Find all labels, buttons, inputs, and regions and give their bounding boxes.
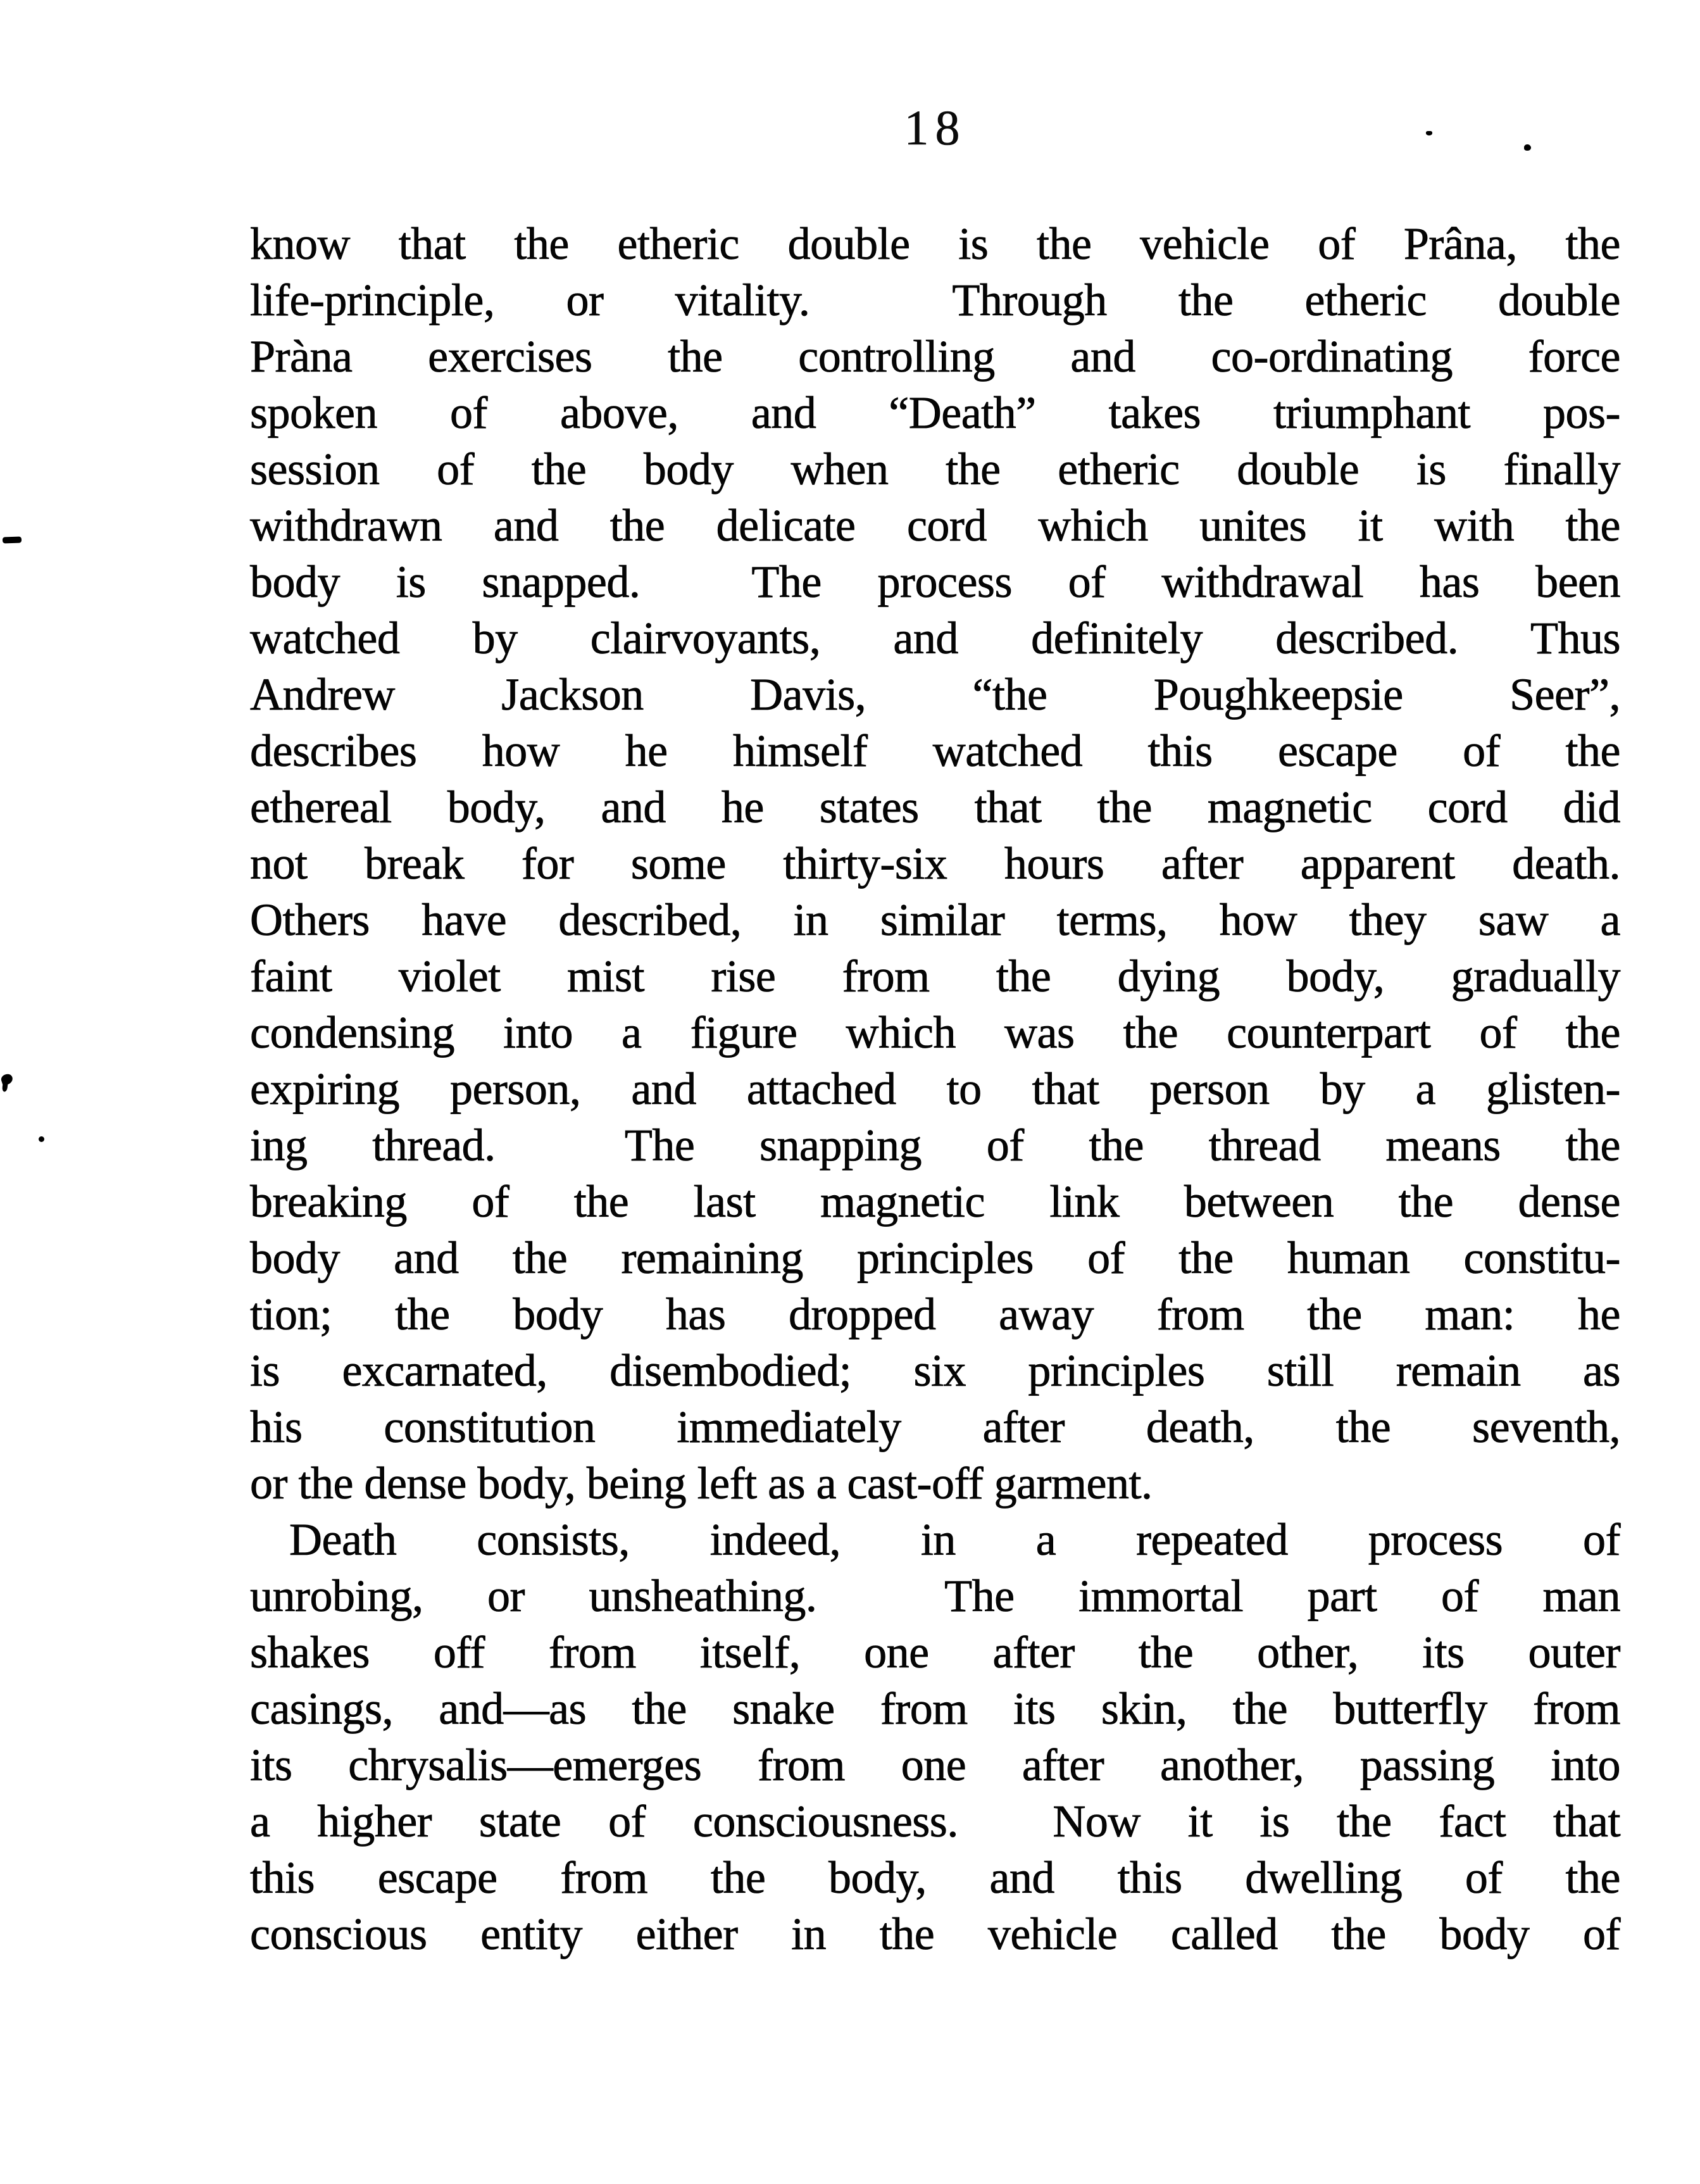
text-line: describes how he himself watched this escape of the <box>250 725 1620 776</box>
text-line: its chrysalis—emerges from one after another, passing into <box>250 1740 1620 1790</box>
text-line: faint violet mist rise from the dying body, gradually <box>250 951 1620 1001</box>
text-line: tion; the body has dropped away from the man: he <box>250 1289 1620 1340</box>
text-line: unrobing, or unsheathing. The immortal part of man <box>250 1571 1620 1621</box>
speck-comma-left-margin-icon <box>0 1073 14 1086</box>
text-line: conscious entity either in the vehicle called the body of <box>250 1909 1620 1959</box>
text-line: this escape from the body, and this dwelling of the <box>250 1852 1620 1903</box>
text-line: not break for some thirty-six hours after apparent death. <box>250 838 1620 889</box>
text-line: is excarnated, disembodied; six principles still remain as <box>250 1345 1620 1396</box>
text-line: spoken of above, and “Death” takes triumphant pos- <box>250 387 1620 438</box>
text-line: body is snapped. The process of withdrawal has been <box>250 556 1620 607</box>
text-line: expiring person, and attached to that person by a glisten- <box>250 1064 1620 1114</box>
text-line: Death consists, indeed, in a repeated process of <box>289 1514 1620 1565</box>
text-line: ing thread. The snapping of the thread means the <box>250 1120 1620 1170</box>
text-line: withdrawn and the delicate cord which unites it with the <box>250 500 1620 551</box>
text-line: Others have described, in similar terms, how they saw a <box>250 894 1620 945</box>
speck-dot-top-right-2-icon <box>1524 144 1531 151</box>
text-line: a higher state of consciousness. Now it is the fact that <box>250 1796 1620 1847</box>
speck-dot-left-margin-icon <box>39 1136 44 1142</box>
text-line: body and the remaining principles of the human constitu- <box>250 1233 1620 1283</box>
text-line: life-principle, or vitality. Through the etheric double <box>250 275 1620 325</box>
text-line: watched by clairvoyants, and definitely described. Thus <box>250 613 1620 663</box>
text-line: ethereal body, and he states that the magnetic cord did <box>250 782 1620 832</box>
text-line: know that the etheric double is the vehicle of Prâna, the <box>250 218 1620 269</box>
speck-dash-left-margin-icon <box>3 536 22 543</box>
page-number: 18 <box>904 100 966 155</box>
text-line: condensing into a figure which was the counterpart of the <box>250 1007 1620 1058</box>
text-line: shakes off from itself, one after the other, its outer <box>250 1627 1620 1678</box>
text-line: or the dense body, being left as a cast-off garment. <box>250 1458 1153 1509</box>
text-line: casings, and—as the snake from its skin, the butterfly from <box>250 1683 1620 1734</box>
speck-dot-top-right-1-icon <box>1426 131 1432 135</box>
text-line: session of the body when the etheric double is finally <box>250 444 1620 494</box>
text-line: Pràna exercises the controlling and co-ordinating force <box>250 331 1620 382</box>
text-line: Andrew Jackson Davis, “the Poughkeepsie Seer”, <box>250 669 1620 720</box>
text-line: his constitution immediately after death, the seventh, <box>250 1402 1620 1452</box>
text-line: breaking of the last magnetic link between the dense <box>250 1176 1620 1227</box>
body-text <box>250 216 1620 1962</box>
